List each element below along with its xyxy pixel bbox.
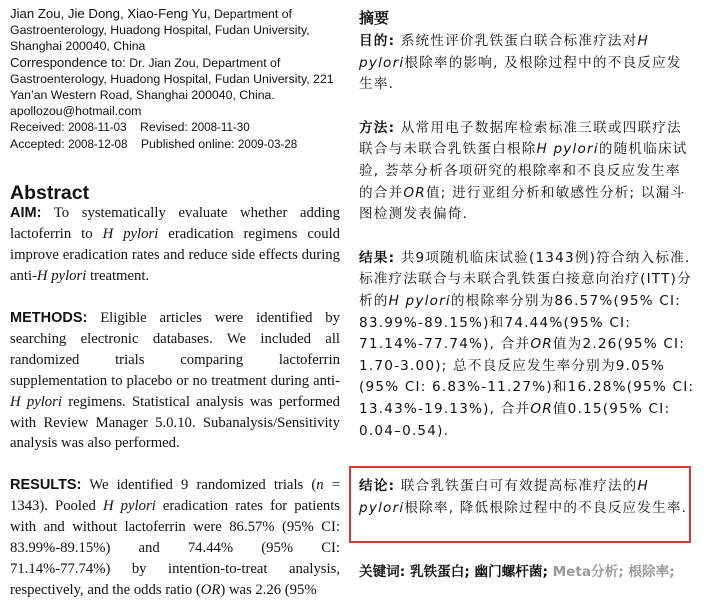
methods-label: METHODS: — [10, 310, 88, 327]
cn-aim-text: 系统性评价乳铁蛋白联合标准疗法对 — [395, 33, 638, 49]
cn-aim-label: 目的: — [359, 33, 396, 49]
abstract-aim — [10, 203, 340, 287]
cn-results-species: H pylori — [388, 292, 451, 309]
cn-conclusion-paragraph — [359, 476, 689, 519]
cn-conclusion-text-2: 根除率, 降低根除过程中的不良反应发生率. — [404, 499, 688, 516]
aim-text: To systematically evaluate whether adding lactoferrin to — [10, 205, 340, 243]
cn-conclusion-text: 联合乳铁蛋白可有效提高标准疗法的 — [395, 478, 638, 494]
results-text-3: eradication rates for patients with and without lactoferrin were 86.57% (95% CI: 83.99%-89.15%) and 74.44% (95% CI: 71.14%-77.74%) by intention-to-treat analysis, respectively, and the odds ratio ( — [10, 498, 340, 598]
cn-methods-text-2: 的随机临床试验, 荟萃分析各项研究的根除率和不良反应发生率的合并 — [359, 141, 688, 201]
results-text-4: ) was 2.26 (95% — [220, 581, 317, 598]
cn-abstract-heading: 摘要 — [359, 9, 390, 27]
cn-results-label: 结果: — [359, 249, 396, 266]
cn-keywords-list: 乳铁蛋白; 幽门螺杆菌; — [405, 564, 553, 580]
methods-species: H pylori — [10, 393, 62, 410]
cn-conclusion-label: 结论: — [359, 478, 396, 494]
cn-keywords-list-2: Meta分析; 根除率; — [552, 564, 675, 580]
author-affiliation — [10, 6, 340, 55]
accepted-label: Accepted: — [10, 137, 65, 152]
aim-text-2: eradication regimens could improve eradication rates and reduce side effects during anti- — [10, 226, 340, 285]
results-label: RESULTS: — [10, 477, 82, 494]
cn-results-or: OR — [530, 336, 553, 353]
cn-aim — [359, 31, 695, 96]
abstract-heading: Abstract — [10, 182, 90, 205]
cn-methods-species: H pylori — [536, 141, 599, 158]
author-names: Jian Zou, Jie Dong, Xiao-Feng Yu, — [10, 6, 211, 21]
published-label: Published online: — [140, 137, 235, 152]
cn-methods — [359, 118, 695, 226]
methods-text-2: regimens. Statistical analysis was performed with Review Manager 5.0.10. Subanalysis/Sensitivity analysis was also performed. — [10, 393, 340, 452]
cn-keywords — [359, 562, 699, 582]
correspondence-text: Dr. Jian Zou, Department of Gastroenterology, Huadong Hospital, Fudan University, 221 Yan’an Western Road, Shanghai 200040, China. apollozou@hotmail.com — [10, 55, 334, 119]
revised-date: 2008-11-30 — [191, 121, 250, 135]
cn-methods-text-3: 值; 进行亚组分析和敏感性分析; 以漏斗图检测发表偏倚. — [359, 184, 686, 223]
cn-conclusion-species: H pylori — [359, 478, 649, 516]
cn-results-text-3: 值为2.26(95% CI: 1.70-3.00); 总不良反应发生率分别为9.05%(95% CI: 6.83%-11.27%)和16.28%(95% CI: 13.43%-19.13%), 合并 — [359, 336, 695, 417]
published-date: 2009-03-28 — [237, 138, 298, 152]
cn-results-text-2: 的根除率分别为86.57%(95% CI: 83.99%-89.15%)和74.44%(95% CI: 71.14%-77.74%), 合并 — [359, 292, 681, 353]
correspondence-label: Correspondence to: — [10, 54, 126, 70]
cn-aim-species: H pylori — [359, 33, 649, 71]
results-or: OR — [200, 581, 221, 598]
cn-aim-text-2: 根除率的影响, 及根除过程中的不良反应发生率. — [359, 54, 682, 93]
results-text: We identified 9 randomized trials ( — [81, 477, 317, 494]
cn-keywords-label: 关键词: — [359, 564, 406, 580]
results-n: n — [316, 477, 324, 494]
cn-methods-or: OR — [403, 184, 426, 201]
aim-species-2: H pylori — [36, 268, 87, 285]
aim-text-3: treatment. — [86, 268, 150, 285]
abstract-results — [10, 475, 340, 600]
methods-text: Eligible articles were identified by searching electronic databases. We included all randomized trials comparing lactoferrin supplementation to placebo or no treatment during anti- — [10, 310, 340, 389]
received-date: 2008-11-03 — [68, 121, 127, 135]
received-dates — [10, 119, 340, 136]
author-department: Department of Gastroenterology, Huadong Hospital, Fudan University, Shanghai 200040, China — [10, 7, 310, 54]
chinese-column — [359, 8, 695, 442]
cn-results-text-4: 值0.15(95% CI: 0.04–0.54). — [359, 400, 671, 439]
aim-species: H pylori — [102, 226, 159, 243]
accepted-dates — [10, 136, 340, 153]
abstract-methods — [10, 308, 340, 454]
english-column — [10, 6, 340, 601]
results-species: H pylori — [102, 498, 156, 515]
cn-methods-text: 从常用电子数据库检索标准三联或四联疗法联合与未联合乳铁蛋白根除 — [359, 119, 682, 158]
cn-methods-label: 方法: — [359, 119, 396, 136]
cn-conclusion — [359, 476, 689, 519]
revised-label: Revised: — [139, 120, 188, 135]
cn-results-text: 共9项随机临床试验(1343例)符合纳入标准. 标准疗法联合与未联合乳铁蛋白接意向治疗(ITT)分析的 — [359, 249, 692, 309]
cn-results — [359, 248, 695, 442]
received-label: Received: — [10, 120, 65, 135]
results-text-2: = 1343). Pooled — [10, 477, 340, 515]
cn-results-or-2: OR — [530, 400, 553, 417]
accepted-date: 2008-12-08 — [68, 138, 128, 152]
aim-label: AIM: — [10, 205, 42, 222]
correspondence — [10, 55, 340, 120]
